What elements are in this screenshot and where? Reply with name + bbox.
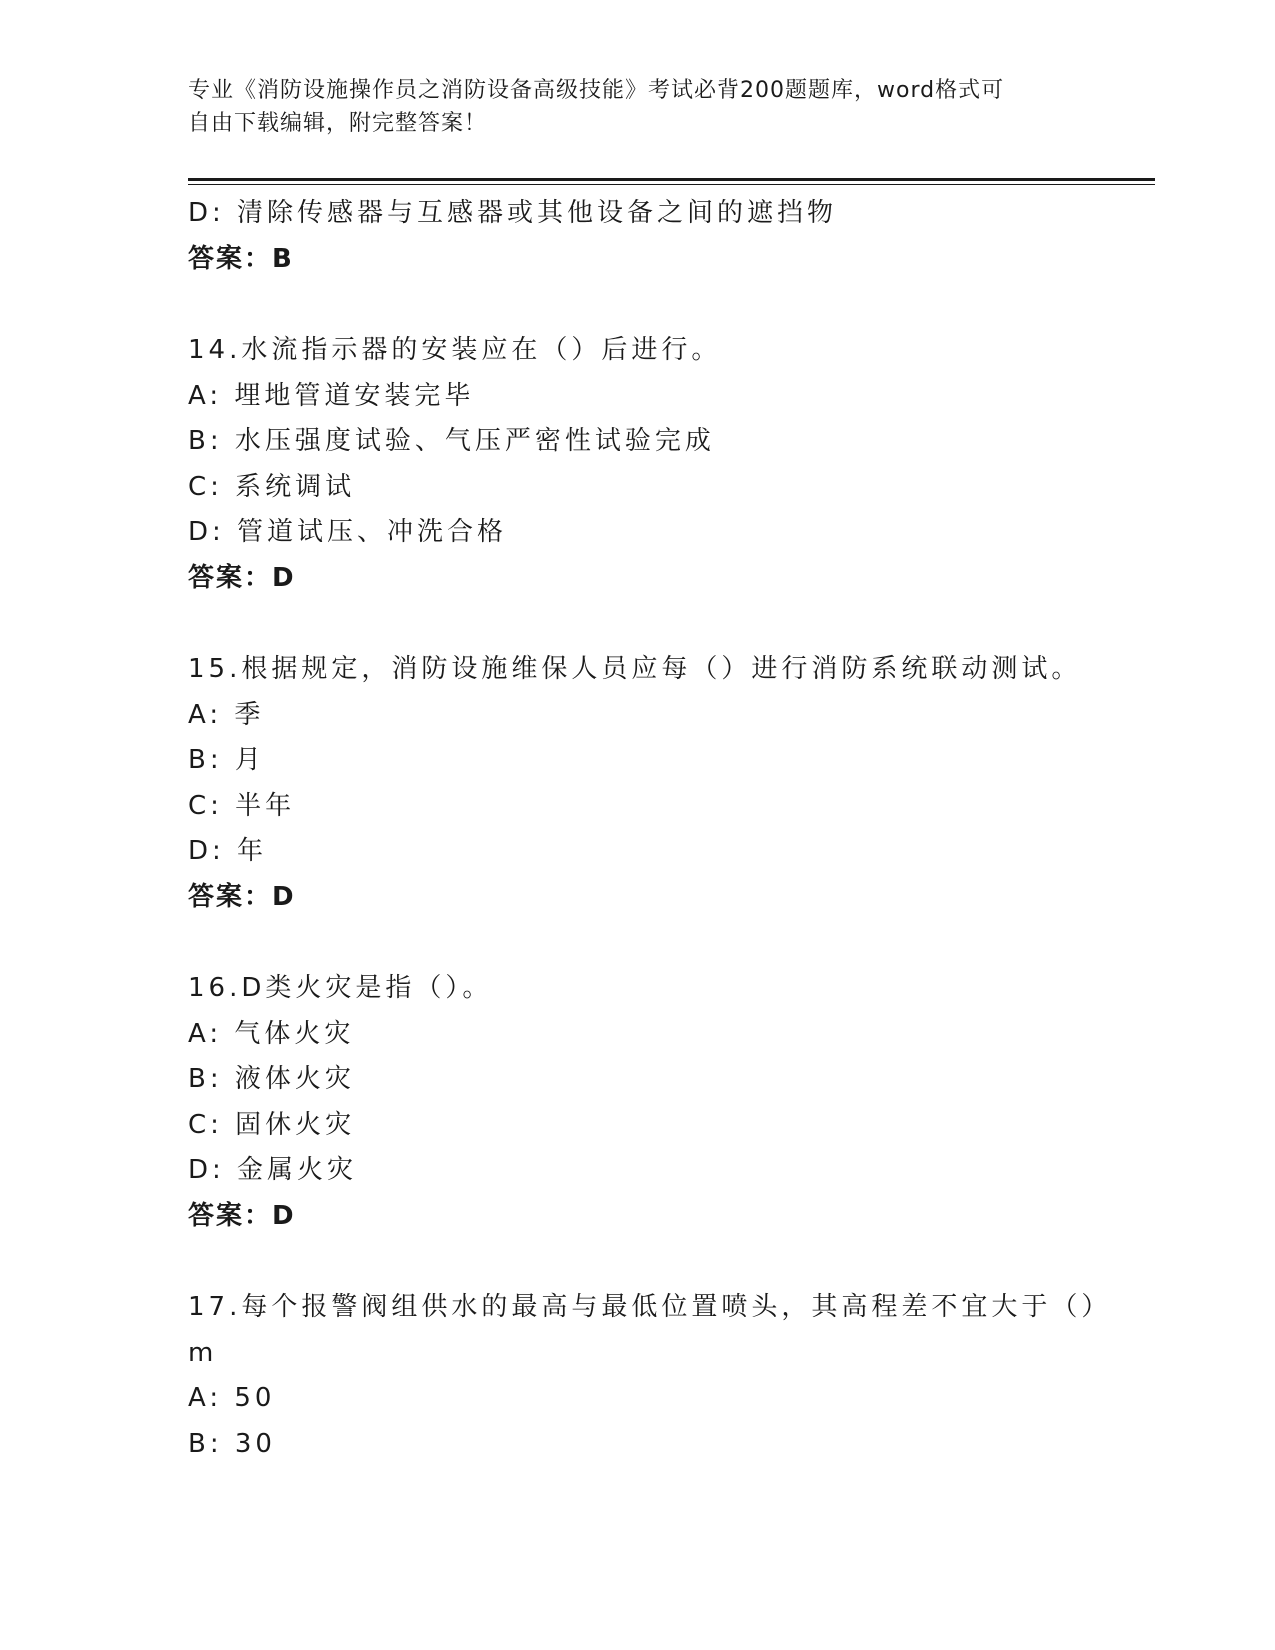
question-14-answer: 答案：D [188,562,296,593]
header-rule-thick [188,178,1155,181]
question-14-option-a: A: 埋地管道安装完毕 [188,380,475,411]
question-17-option-a: A: 50 [188,1383,276,1413]
question-17-stem: 17.每个报警阀组供水的最高与最低位置喷头，其高程差不宜大于（） [188,1292,1112,1322]
question-14-option-d: D: 管道试压、冲洗合格 [188,517,508,547]
prev-answer: 答案：B [188,243,294,274]
question-14-option-c: C: 系统调试 [188,471,356,502]
question-16-option-c: C: 固休火灾 [188,1109,356,1140]
question-14-option-b: B: 水压强度试验、气压严密性试验完成 [188,426,715,456]
question-16-stem: 16.D类火灾是指（）。 [188,973,493,1003]
question-16-answer: 答案：D [188,1200,296,1231]
header-line-2: 自由下载编辑，附完整答案！ [188,111,488,136]
question-15-option-b: B: 月 [188,745,265,775]
prev-option-d: D: 清除传感器与互感器或其他设备之间的遮挡物 [188,198,838,228]
question-15-answer: 答案：D [188,881,296,912]
question-15-option-c: C: 半年 [188,790,296,821]
question-17-option-b: B: 30 [188,1428,276,1459]
header-line-1: 专业《消防设施操作员之消防设备高级技能》考试必背200题题库，word格式可 [188,78,1005,103]
question-16-option-b: B: 液体火灾 [188,1064,355,1094]
question-16-option-d: D: 金属火灾 [188,1155,358,1185]
question-15-option-d: D: 年 [188,836,268,866]
question-15-stem: 15.根据规定，消防设施维保人员应每（）进行消防系统联动测试。 [188,654,1082,684]
document-header [188,74,1088,140]
question-14-stem: 14.水流指示器的安装应在（）后进行。 [188,335,722,365]
question-15-option-a: A: 季 [188,699,265,730]
question-list [188,191,1148,1467]
header-rule-thin [188,184,1155,185]
question-16-option-a: A: 气体火灾 [188,1018,355,1049]
question-17-stem-continued: m [188,1337,218,1368]
